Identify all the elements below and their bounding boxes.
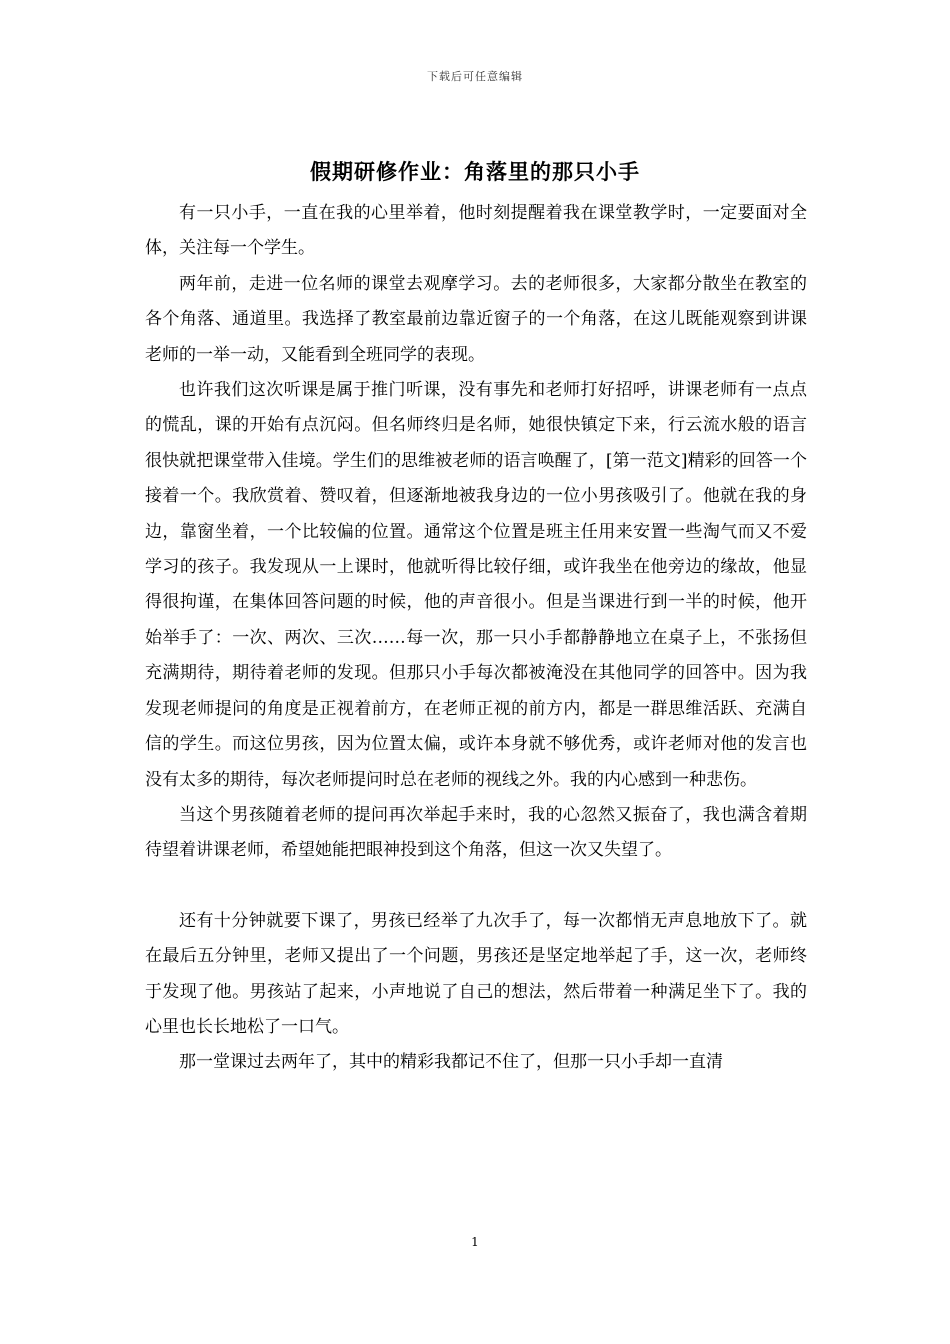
paragraph-1: 有一只小手，一直在我的心里举着，他时刻提醒着我在课堂教学时，一定要面对全体，关注每一个学生。 (145, 203, 807, 259)
page-number: 1 (471, 1235, 479, 1249)
paragraph-6: 那一堂课过去两年了，其中的精彩我都记不住了，但那一只小手却一直清 (179, 1052, 723, 1073)
page-header: 下载后可任意编辑 (427, 70, 523, 83)
paragraph-2: 两年前，走进一位名师的课堂去观摩学习。去的老师很多，大家都分散坐在教室的各个角落、通道里。我选择了教室最前边靠近窗子的一个角落，在这儿既能观察到讲课老师的一举一动，又能看到全班同学的表现。 (145, 273, 807, 365)
document-title: 假期研修作业：角落里的那只小手 (310, 160, 640, 184)
document-body (145, 196, 807, 1081)
paragraph-3: 也许我们这次听课是属于推门听课，没有事先和老师打好招呼，讲课老师有一点点的慌乱，课的开始有点沉闷。但名师终归是名师，她很快镇定下来，行云流水般的语言很快就把课堂带入佳境。学生们的思维被老师的语言唤醒了，[第一范文]精彩的回答一个接着一个。我欣赏着、赞叹着，但逐渐地被我身边的一位小男孩吸引了。他就在我的身边，靠窗坐着，一个比较偏的位置。通常这个位置是班主任用来安置一些淘气而又不爱学习的孩子。我发现从一上课时，他就听得比较仔细，或许我坐在他旁边的缘故，他显得很拘谨，在集体回答问题的时候，他的声音很小。但是当课进行到一半的时候，他开始举手了：一次、两次、三次……每一次，那一只小手都静静地立在桌子上，不张扬但充满期待，期待着老师的发现。但那只小手每次都被淹没在其他同学的回答中。因为我发现老师提问的角度是正视着前方，在老师正视的前方内，都是一群思维活跃、充满自信的学生。而这位男孩，因为位置太偏，或许本身就不够优秀，或许老师对他的发言也没有太多的期待，每次老师提问时总在老师的视线之外。我的内心感到一种悲伤。 (145, 380, 807, 790)
paragraph-5: 还有十分钟就要下课了，男孩已经举了九次手了，每一次都悄无声息地放下了。就在最后五分钟里，老师又提出了一个问题，男孩还是坚定地举起了手，这一次，老师终于发现了他。男孩站了起来，小声地说了自己的想法，然后带着一种满足坐下了。我的心里也长长地松了一口气。 (145, 910, 807, 1037)
paragraph-4: 当这个男孩随着老师的提问再次举起手来时，我的心忽然又振奋了，我也满含着期待望着讲课老师，希望她能把眼神投到这个角落，但这一次又失望了。 (145, 804, 807, 861)
